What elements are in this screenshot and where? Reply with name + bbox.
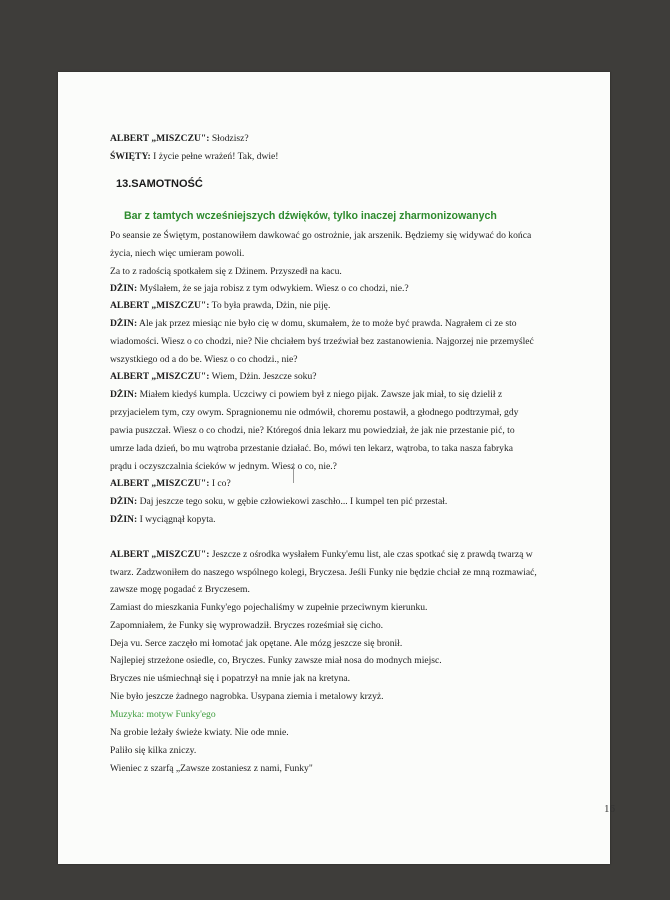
line-text: zawsze mogę pogadać z Bryczesem. (110, 584, 250, 595)
body-line (110, 318, 517, 330)
line-text: Zamiast do mieszkania Funky'ego pojechaliśmy w zupełnie przeciwnym kierunku. (110, 602, 428, 613)
line-text: Wieniec z szarfą „Zawsze zostaniesz z nami, Funky" (110, 763, 313, 774)
speaker: ALBERT „MISZCZU": (110, 133, 210, 144)
page-number: 16 (604, 803, 615, 815)
pen-mark (293, 463, 295, 483)
body-line (110, 655, 442, 667)
speaker: DŻIN: (110, 283, 138, 294)
body-line (110, 371, 317, 383)
body-line (110, 283, 409, 295)
speaker: ALBERT „MISZCZU": (110, 478, 210, 489)
body-line (110, 443, 513, 455)
line-text: prądu i oczyszczalnia ścieków w jednym. Wiesz o co, nie.? (110, 461, 337, 472)
body-line (110, 514, 216, 526)
line-text: Deja vu. Serce zaczęło mi łomotać jak opętane. Ale mózg jeszcze się bronił. (110, 638, 403, 649)
line-text: Zapomniałem, że Funky się wyprowadził. Bryczes roześmiał się cicho. (110, 620, 384, 631)
dialogue-text: I życie pełne wrażeń! Tak, dwie! (150, 151, 279, 162)
line-text: Miałem kiedyś kumpla. Uczciwy ci powiem był z niego pijak. Zawsze jak miał, to się dzielił z (137, 389, 503, 400)
dialogue-text: Słodzisz? (209, 133, 249, 144)
line-text: Myślałem, że se jaja robisz z tym odwykiem. Wiesz o co chodzi, nie.? (137, 283, 409, 294)
body-line (110, 549, 533, 561)
body-line (110, 584, 250, 596)
body-line (110, 496, 447, 508)
line-text: twarz. Zadzwoniłem do naszego wspólnego kolegi, Bryczesa. Jeśli Funky nie będzie chciał ze mną rozmawiać, (110, 567, 537, 578)
speaker: ALBERT „MISZCZU": (110, 300, 210, 311)
speaker: DŻIN: (110, 496, 138, 507)
body-line (110, 407, 518, 419)
body-line (110, 478, 231, 490)
body-line (110, 709, 216, 721)
speaker: ŚWIĘTY: (110, 151, 151, 162)
dialogue-line (110, 133, 249, 145)
body-line (110, 425, 515, 437)
body-line (110, 300, 330, 312)
line-text: Jeszcze z ośrodka wysłałem Funky'emu list, ale czas spotkać się z prawdą twarzą w (209, 549, 533, 560)
body-line (110, 567, 537, 579)
line-text: Najlepiej strzeżone osiedle, co, Bryczes. Funky zawsze miał nosa do modnych miejsc. (110, 655, 442, 666)
chapter-heading (116, 177, 203, 191)
chapter-title: SAMOTNOŚĆ (131, 178, 203, 190)
speaker: DŻIN: (110, 389, 138, 400)
line-text: umrze lada dzień, bo mu wątroba przestanie działać. Bo, mówi ten lekarz, wątroba, to taka nasza fabryka (110, 443, 514, 454)
line-text: To była prawda, Dżin, nie piję. (209, 300, 331, 311)
dialogue-line (110, 151, 279, 163)
body-line (110, 673, 350, 685)
chapter-subtitle: Bar z tamtych wcześniejszych dźwięków, tylko inaczej zharmonizowanych (124, 210, 497, 222)
line-text: wszystkiego od a do be. Wiesz o co chodzi., nie? (110, 354, 298, 365)
body-line (110, 461, 337, 473)
chapter-number: 13. (116, 178, 132, 190)
body-line (110, 763, 313, 775)
line-text: Na grobie leżały świeże kwiaty. Nie ode mnie. (110, 727, 289, 738)
line-text: Po seansie ze Świętym, postanowiłem dawkować go ostrożnie, jak arszenik. Będziemy się widywać do końca (110, 230, 532, 241)
body-line (110, 602, 427, 614)
body-line (110, 620, 383, 632)
speaker: ALBERT „MISZCZU": (110, 549, 210, 560)
line-text: Bryczes nie uśmiechnął się i popatrzył na mnie jak na kretyna. (110, 673, 351, 684)
speaker: DŻIN: (110, 514, 138, 525)
line-text: Muzyka: motyw Funky'ego (110, 709, 216, 720)
body-line (110, 638, 402, 650)
line-text: Paliło się kilka zniczy. (110, 745, 197, 756)
line-text: wiadomości. Wiesz o co chodzi, nie? Nie chciałem byś trzeźwiał bez zastanowienia. Najgorzej nie przemyśleć (110, 336, 534, 347)
body-line (110, 230, 531, 242)
line-text: pawia puszczał. Wiesz o co chodzi, nie? Któregoś dnia lekarz mu powiedział, że jak nie przestanie pić, to (110, 425, 515, 436)
line-text: Ale jak przez miesiąc nie było cię w domu, skumałem, że to może być prawda. Nagrałem ci ze sto (137, 318, 517, 329)
speaker: ALBERT „MISZCZU": (110, 371, 210, 382)
body-line (110, 691, 384, 703)
line-text: przyjacielem tym, czy owym. Spragnionemu nie odmówił, choremu postawił, a głodnego podtrzymał, gdy (110, 407, 519, 418)
line-text: życia, niech więc umieram powoli. (110, 248, 245, 259)
line-text: Daj jeszcze tego soku, w gębie człowiekowi zaschło... I kumpel ten pić przestał. (137, 496, 448, 507)
body-line (110, 354, 298, 366)
line-text: Wiem, Dżin. Jeszcze soku? (209, 371, 317, 382)
document-page (58, 72, 615, 864)
line-text: I co? (209, 478, 231, 489)
line-text: I wyciągnął kopyta. (137, 514, 216, 525)
body-line (110, 266, 342, 278)
line-text: Za to z radością spotkałem się z Dżinem. Przyszedł na kacu. (110, 266, 342, 277)
speaker: DŻIN: (110, 318, 138, 329)
body-line (110, 745, 196, 757)
body-line (110, 389, 502, 401)
line-text: Nie było jeszcze żadnego nagrobka. Usypana ziemia i metalowy krzyż. (110, 691, 384, 702)
body-line (110, 727, 289, 739)
body-line (110, 336, 534, 348)
body-line (110, 248, 244, 260)
